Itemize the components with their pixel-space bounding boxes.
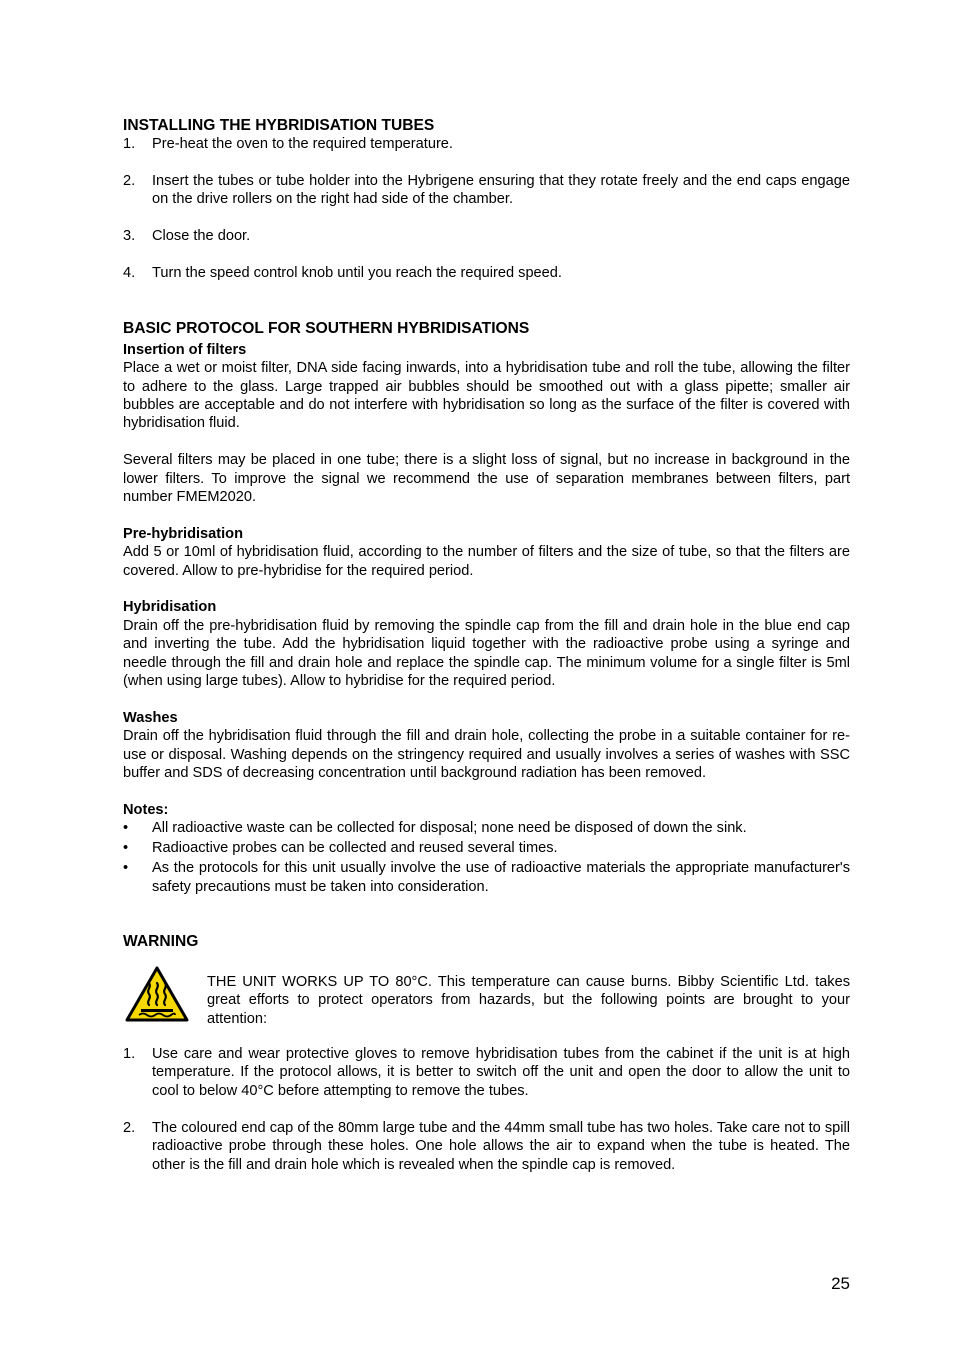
subheading-notes: Notes: xyxy=(123,801,169,818)
point-number: 2. xyxy=(123,1119,136,1136)
step-number: 2. xyxy=(123,173,136,189)
bullet: • xyxy=(123,860,129,877)
list-item xyxy=(123,819,850,837)
paragraph-insertion-1: Place a wet or moist filter, DNA side facing inwards, into a hybridisation tube and roll the tube, allowing the filter to adhere to the glass. Large trapped air bubbles should be smoothed out with a glass pipette; smaller air bubbles are acceptable and do not interfere with hybridisation so long as the surface of the filter is covered with hybridisation fluid. xyxy=(123,360,850,432)
list-item xyxy=(123,227,850,245)
list-item xyxy=(123,172,850,209)
document-page xyxy=(123,116,850,1174)
list-item xyxy=(123,135,850,153)
warning-points-list xyxy=(123,1045,850,1174)
step-text: Close the door. xyxy=(152,228,251,245)
paragraph-washes: Drain off the hybridisation fluid through the fill and drain hole, collecting the probe in a suitable container for re-use or disposal. Washing depends on the stringency required and usually involves a series of washes with SSC buffer and SDS of decreasing concentration until background radiation has been removed. xyxy=(123,728,850,782)
hot-surface-warning-icon xyxy=(125,965,189,1023)
bullet: • xyxy=(123,840,129,857)
warning-intro: THE UNIT WORKS UP TO 80°C. This temperature can cause burns. Bibby Scientific Ltd. takes great efforts to protect operators from hazards, but the following points are brought to your attention: xyxy=(207,973,850,1027)
step-number: 1. xyxy=(123,136,136,152)
note-text: As the protocols for this unit usually involve the use of radioactive materials the appropriate manufacturer's safety precautions must be taken into consideration. xyxy=(152,860,850,895)
paragraph-hybridisation: Drain off the pre-hybridisation fluid by removing the spindle cap from the fill and drain hole in the blue end cap and inverting the tube. Add the hybridisation liquid together with the radioactive probe using a syringe and needle through the fill and drain hole and replace the spindle cap. The minimum volume for a single filter is 5ml (when using large tubes). Allow to hybridise for the required period. xyxy=(123,617,850,690)
list-item xyxy=(123,1045,850,1100)
step-text: Pre-heat the oven to the required temperature. xyxy=(152,136,453,152)
subheading-prehybridisation: Pre-hybridisation xyxy=(123,525,244,542)
point-text: Use care and wear protective gloves to remove hybridisation tubes from the cabinet if the unit is at high temperature. If the protocol allows, it is better to switch off the unit and open the door to allow the unit to cool to below 40°C before attempting to remove the tubes. xyxy=(152,1045,850,1099)
paragraph-insertion-2: Several filters may be placed in one tube; there is a slight loss of signal, but no increase in background in the lower filters. To improve the signal we recommend the use of separation membranes between filters, part number FMEM2020. xyxy=(123,452,850,506)
list-item xyxy=(123,1119,850,1174)
point-text: The coloured end cap of the 80mm large tube and the 44mm small tube has two holes. Take care not to spill radioactive probe through these holes. One hole allows the air to expand when the tube is heated. The other is the fill and drain hole which is revealed when the spindle cap is removed. xyxy=(152,1119,850,1173)
list-item xyxy=(123,264,850,282)
section-title-protocol: BASIC PROTOCOL FOR SOUTHERN HYBRIDISATIONS xyxy=(123,319,530,337)
subheading-washes: Washes xyxy=(123,709,178,726)
note-text: Radioactive probes can be collected and reused several times. xyxy=(152,840,558,857)
section-title-installing: INSTALLING THE HYBRIDISATION TUBES xyxy=(123,117,435,134)
notes-list xyxy=(123,819,850,896)
subheading-insertion: Insertion of filters xyxy=(123,341,247,358)
subheading-hybridisation: Hybridisation xyxy=(123,599,217,616)
list-item xyxy=(123,839,850,857)
step-number: 4. xyxy=(123,265,136,282)
warning-block xyxy=(123,959,850,1033)
installing-steps-list xyxy=(123,135,850,283)
point-number: 1. xyxy=(123,1045,136,1062)
bullet: • xyxy=(123,820,129,837)
paragraph-prehybridisation: Add 5 or 10ml of hybridisation fluid, according to the number of filters and the size of tube, so that the filters are covered. Allow to pre-hybridise for the required period. xyxy=(123,544,850,579)
step-text: Turn the speed control knob until you reach the required speed. xyxy=(152,265,562,282)
step-text: Insert the tubes or tube holder into the Hybrigene ensuring that they rotate freely and the end caps engage on the drive rollers on the right had side of the chamber. xyxy=(152,173,850,208)
note-text: All radioactive waste can be collected for disposal; none need be disposed of down the sink. xyxy=(152,820,747,837)
page-number: 25 xyxy=(831,1274,850,1293)
list-item xyxy=(123,859,850,896)
step-number: 3. xyxy=(123,228,136,245)
section-title-warning: WARNING xyxy=(123,932,199,950)
